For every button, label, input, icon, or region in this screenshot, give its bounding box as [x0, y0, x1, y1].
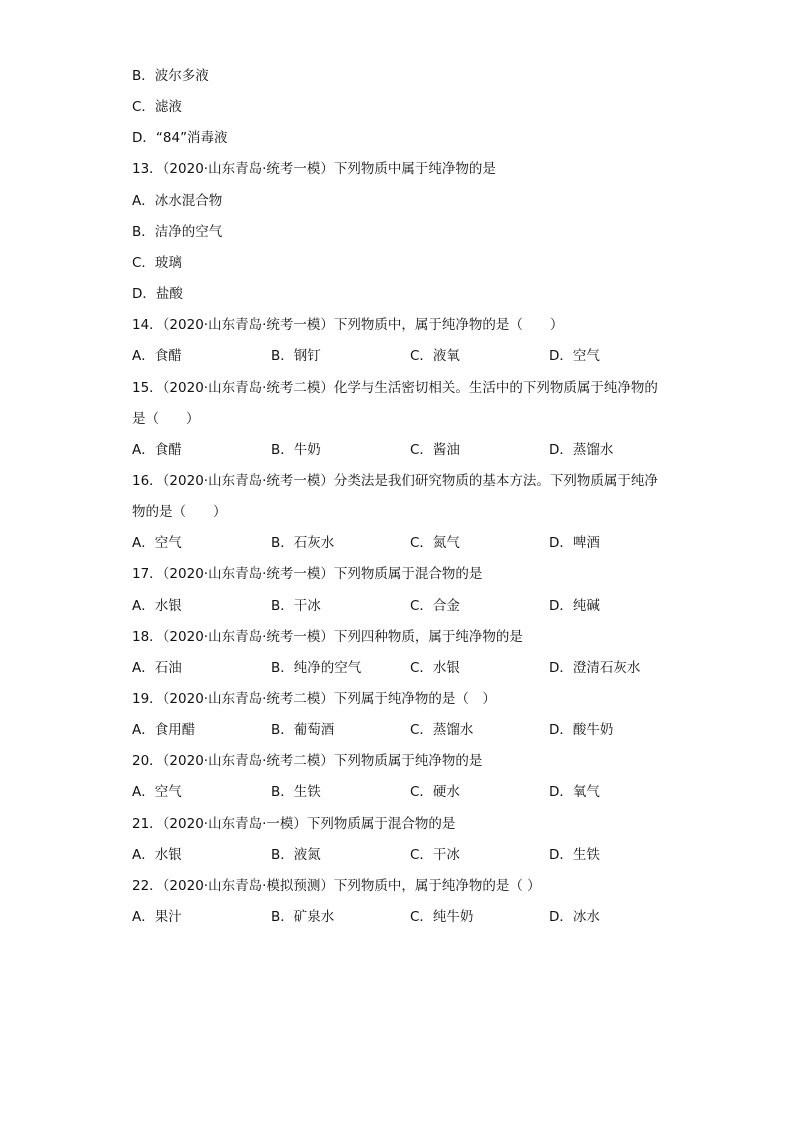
question-stem: 20．（2020·山东青岛·统考二模）下列物质属于纯净物的是 [132, 753, 483, 770]
answer-option: D．生铁 [549, 846, 600, 863]
answer-option: C．水银 [410, 659, 460, 676]
answer-option: D．空气 [549, 348, 600, 365]
answer-option: C．液氧 [410, 348, 460, 365]
answer-option: B．矿泉水 [271, 909, 335, 926]
answer-option: D．酸牛奶 [549, 722, 614, 739]
question-stem: 18．（2020·山东青岛·统考一模）下列四种物质，属于纯净物的是 [132, 628, 523, 645]
answer-option: C．纯牛奶 [410, 909, 474, 926]
question-stem: 14．（2020·山东青岛·统考一模）下列物质中，属于纯净物的是（ ） [132, 317, 564, 334]
answer-option: B．纯净的空气 [271, 659, 362, 676]
answer-option: D．盐酸 [132, 286, 183, 303]
question-stem: 19．（2020·山东青岛·统考二模）下列属于纯净物的是（ ） [132, 691, 496, 707]
answer-option: A．食醋 [132, 348, 182, 365]
answer-option: C．干冰 [410, 846, 460, 863]
answer-option: A．食醋 [132, 441, 182, 458]
question-stem: 17．（2020·山东青岛·统考一模）下列物质属于混合物的是 [132, 566, 483, 583]
answer-option: A．食用醋 [132, 722, 196, 739]
answer-option: D．啤酒 [549, 535, 600, 552]
answer-option: B．钢钉 [271, 348, 321, 365]
answer-option: C．蒸馏水 [410, 722, 474, 739]
answer-option: B．石灰水 [271, 535, 335, 552]
answer-option: A．空气 [132, 535, 182, 552]
answer-option: B．液氮 [271, 846, 321, 863]
answer-option: A．冰水混合物 [132, 192, 223, 209]
answer-option: A．空气 [132, 784, 182, 801]
answer-option: B．牛奶 [271, 441, 321, 458]
answer-option: A．水银 [132, 597, 182, 614]
answer-option: D．纯碱 [549, 597, 600, 614]
question-stem: 16．（2020·山东青岛·统考一模）分类法是我们研究物质的基本方法。下列物质属于纯净 [132, 472, 658, 489]
answer-option: D．澄清石灰水 [549, 659, 641, 676]
answer-option: A．石油 [132, 659, 182, 676]
question-stem: 15．（2020·山东青岛·统考二模）化学与生活密切相关。生活中的下列物质属于纯净物的 [132, 379, 658, 396]
answer-option: B．干冰 [271, 597, 321, 614]
answer-option: C．滤液 [132, 99, 182, 116]
answer-option: C．硬水 [410, 784, 460, 801]
question-stem: 21．（2020·山东青岛·一模）下列物质属于混合物的是 [132, 815, 456, 832]
question-stem: 是（ ） [132, 410, 200, 427]
answer-option: C．合金 [410, 597, 460, 614]
question-stem: 物的是（ ） [132, 504, 227, 521]
answer-option: C．玻璃 [132, 254, 182, 271]
answer-option: C．酱油 [410, 441, 460, 458]
answer-option: A．水银 [132, 846, 182, 863]
question-stem: 13．（2020·山东青岛·统考一模）下列物质中属于纯净物的是 [132, 161, 496, 178]
answer-option: D．氧气 [549, 784, 600, 801]
answer-option: B．洁净的空气 [132, 223, 223, 240]
answer-option: D．蒸馏水 [549, 441, 614, 458]
answer-option: A．果汁 [132, 909, 182, 926]
answer-option: B．葡萄酒 [271, 722, 335, 739]
answer-option: D．“84”消毒液 [132, 130, 228, 147]
answer-option: B．波尔多液 [132, 68, 209, 84]
answer-option: C．氮气 [410, 535, 460, 552]
question-stem: 22．（2020·山东青岛·模拟预测）下列物质中，属于纯净物的是（ ） [132, 877, 541, 894]
answer-option: D．冰水 [549, 909, 600, 926]
answer-option: B．生铁 [271, 784, 321, 801]
